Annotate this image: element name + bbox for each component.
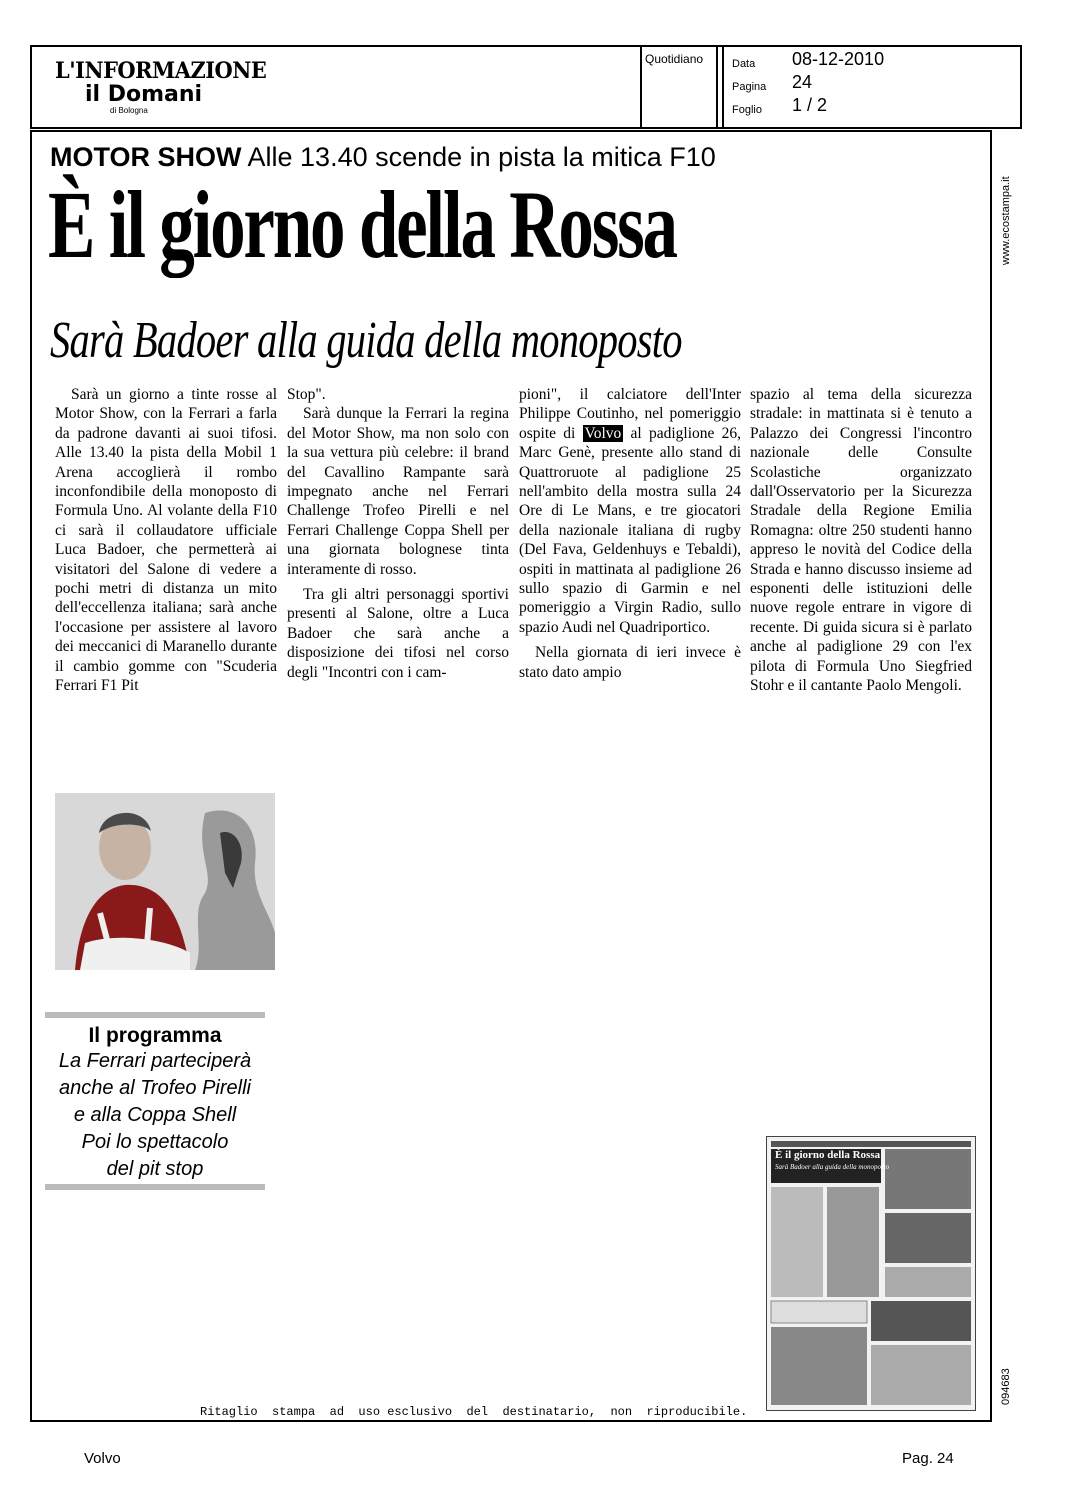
masthead-logo bbox=[55, 58, 278, 115]
article-column-3 bbox=[519, 385, 741, 682]
meta-labels bbox=[732, 53, 766, 122]
paragraph: Tra gli altri personaggi sportivi presenti al Salone, oltre a Luca Badoer che sarà anche a disposizione dei tifosi nel corso degli "Incontri con i cam- bbox=[287, 586, 509, 681]
subheadline: Sarà Badoer alla guida della monoposto bbox=[50, 312, 682, 369]
box-line: La Ferrari parteciperà bbox=[58, 1050, 252, 1072]
box-line: del pit stop bbox=[106, 1158, 204, 1180]
thumbnail-title: È il giorno della Rossa bbox=[775, 1149, 881, 1161]
paragraph: Sarà dunque la Ferrari la regina del Motor Show, ma non solo con la sua vettura più celebre: il brand del Cavallino Rampante sarà impegnato anche nel Ferrari Challenge Trofeo Pirelli e nel Ferrari Challenge Coppa Shell per una giornata bolognese tinta interamente di rosso. bbox=[287, 405, 509, 578]
disclaimer: Ritaglio stampa ad uso esclusivo del destinatario, non riproducibile. bbox=[200, 1405, 748, 1419]
paragraph: spazio al tema della sicurezza stradale: in mattinata si è tenuto a Palazzo dei Congressi l'incontro nazionale delle Consulte Scolastiche organizzato dall'Osservatorio per la Sicurezza Stradale della Regione Emilia Romagna: oltre 250 studenti hanno appreso le novità del Codice della Strada e hanno discusso insieme ad esponenti delle istituzioni delle nuove regole entrare in vigore di recente. Di guida sicura si è parlato anche al padiglione 29 con l'ex pilota di Formula Uno Siegfried Stohr e il cantante Paolo Mengoli. bbox=[750, 386, 972, 695]
thumbnail-subtitle: Sarà Badoer alla guida della monoposto bbox=[775, 1163, 890, 1171]
kicker-text: Alle 13.40 scende in pista la mitica F10 bbox=[241, 142, 716, 172]
masthead-line1: L'INFORMAZIONE bbox=[55, 58, 267, 84]
meta-values bbox=[792, 48, 884, 117]
label-foglio: Foglio bbox=[732, 104, 762, 116]
masthead-line2: il Domani bbox=[85, 82, 203, 107]
header-divider bbox=[716, 45, 718, 129]
header-divider bbox=[722, 45, 724, 129]
label-pagina: Pagina bbox=[732, 81, 767, 93]
headline: È il giorno della Rossa bbox=[48, 171, 676, 278]
client-name: Volvo bbox=[84, 1450, 121, 1467]
article-column-4 bbox=[750, 385, 972, 696]
sidebar-program-box bbox=[45, 1012, 265, 1190]
text-run: al padiglione 26, Marc Genè, presente allo stand di Quattroruote al padiglione 25 nell'ambito della mostra sulla 24 Ore di Le Mans, e tre giocatori della nazionale italiana di rugby (Del Fava, Geldenhuys e Tebaldi), ospiti in mattinata al padiglione 26 sullo spazio di Garmin e nel pomeriggio a Virgin Radio, sullo spazio Audi nel Quadriportico. bbox=[519, 424, 741, 636]
article-column-1 bbox=[55, 385, 277, 696]
kicker-bold: MOTOR SHOW bbox=[50, 142, 242, 172]
publication-type: Quotidiano bbox=[645, 52, 704, 66]
paragraph: Nella giornata di ieri invece è stato dato ampio bbox=[519, 644, 741, 681]
text-run: pioni", il calciatore dell'Inter Philippe Coutinho, nel pomeriggio ospite di bbox=[519, 386, 741, 442]
highlighted-brand: Volvo bbox=[584, 424, 622, 442]
value-foglio: 1 / 2 bbox=[792, 95, 828, 115]
box-title: Il programma bbox=[88, 1024, 222, 1047]
label-data: Data bbox=[732, 58, 756, 70]
value-data: 08-12-2010 bbox=[792, 49, 885, 69]
paragraph bbox=[519, 385, 741, 637]
site-url: www.ecostampa.it bbox=[1000, 176, 1012, 265]
paragraph: Stop". bbox=[287, 386, 326, 403]
header-divider bbox=[640, 45, 642, 129]
page-number: Pag. 24 bbox=[902, 1450, 954, 1467]
clip-code: 094683 bbox=[1000, 1368, 1012, 1405]
page-thumbnail bbox=[766, 1136, 976, 1411]
driver-photo bbox=[55, 793, 275, 970]
box-line: e alla Coppa Shell bbox=[73, 1104, 237, 1126]
article-column-2 bbox=[287, 385, 509, 682]
kicker bbox=[50, 142, 716, 173]
box-line: Poi lo spettacolo bbox=[81, 1131, 229, 1153]
paragraph: Sarà un giorno a tinte rosse al Motor Show, con la Ferrari a farla da padrone davanti ai suoi tifosi. Alle 13.40 la pista della Mobil 1 Arena accoglierà il rombo inconfondibile della monoposto di Formula Uno. Al volante della F10 ci sarà il collaudatore ufficiale Luca Badoer, che permetterà ai visitatori del Salone di vedere a pochi metri di distanza un mito dell'eccellenza italiana; sarà anche l'occasione per assistere al lavoro dei meccanici di Maranello durante il cambio gomme con "Scuderia Ferrari F1 Pit bbox=[55, 386, 277, 695]
value-pagina: 24 bbox=[792, 72, 813, 92]
box-line: anche al Trofeo Pirelli bbox=[59, 1077, 251, 1099]
masthead-line3: di Bologna bbox=[110, 106, 148, 115]
box-text bbox=[45, 1048, 265, 1183]
thumbnail-layout bbox=[767, 1137, 975, 1410]
